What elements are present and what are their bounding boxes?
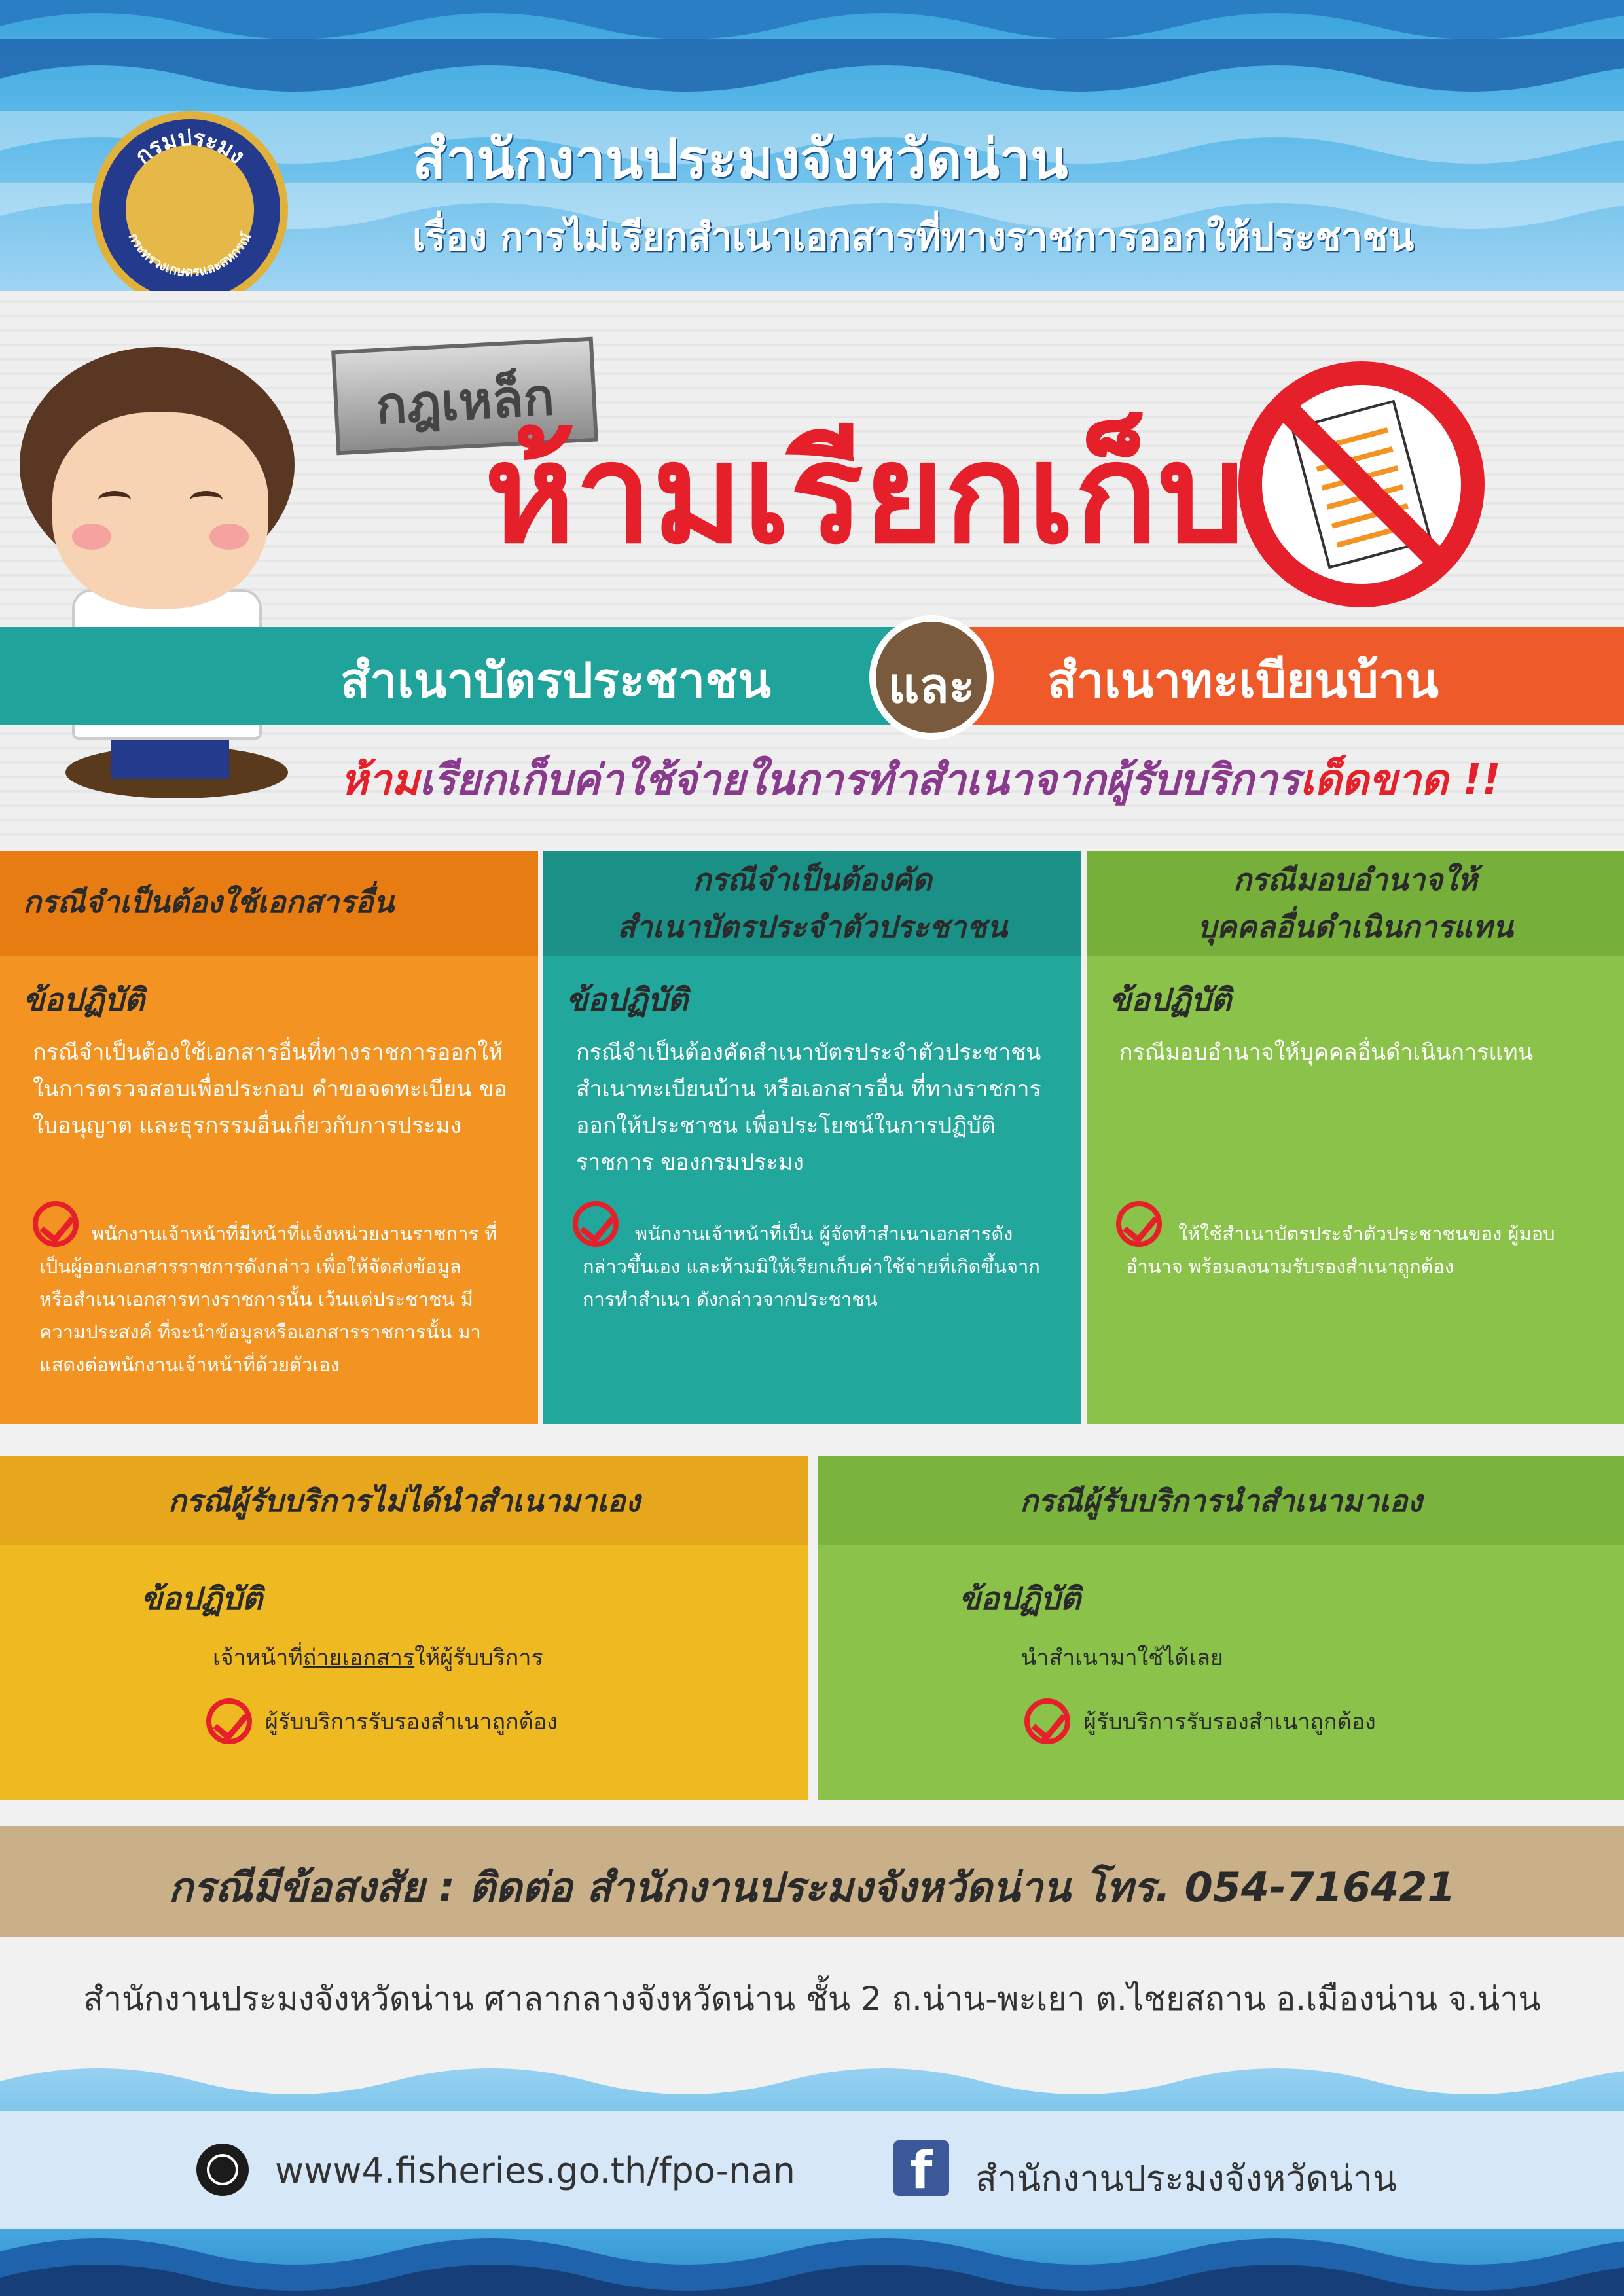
panel-text-prefix: เจ้าหน้าที่ [213,1645,303,1671]
panel-title-line1: กรณีมอบอำนาจให้ [1233,862,1477,897]
page-title: สำนักงานประมงจังหวัดน่าน [412,127,1068,191]
warning-prefix: ห้าม [340,756,420,804]
character-eye-left [98,491,131,509]
logo-ring-text [99,119,280,300]
contact-text: กรณีมีข้อสงสัย : ติดต่อ สำนักงานประมงจังหวัดน่าน โทร. 054-716421 [168,1863,1456,1911]
main-heading: ห้ามเรียกเก็บ [484,414,1245,574]
panel-text-underline: ถ่ายเอกสาร [302,1645,415,1671]
fee-warning [340,746,1501,813]
panel-power-of-attorney [1087,851,1624,1424]
page-subtitle: เรื่อง การไม่เรียกสำเนาเอกสารที่ทางราชการออกให้ประชาชน [412,215,1415,259]
panel-text: กรณีมอบอำนาจให้บุคคลอื่นดำเนินการแทน [1119,1039,1533,1066]
plate-label: กฎเหล็ก [374,367,556,437]
panel-title-line2: สำเนาบัตรประจำตัวประชาชน [617,909,1008,944]
panel-copy-brought [818,1456,1624,1800]
character-cheek-left [72,524,111,550]
panel-title-line2: บุคคลอื่นดำเนินการแทน [1197,909,1513,944]
office-address: สำนักงานประมงจังหวัดน่าน ศาลากลางจังหวัดน่าน ชั้น 2 ถ.น่าน-พะเยา ต.ไชยสถาน อ.เมืองน่าน จ.น่าน [83,1980,1541,2018]
panel-text: นำสำเนามาใช้ได้เลย [1021,1645,1223,1671]
character-eye-right [190,491,223,509]
panel-label: ข้อปฏิบัติ [141,1581,262,1617]
panel-note: ผู้รับบริการรับรองสำเนาถูกต้อง [265,1709,558,1735]
panel-label: ข้อปฏิบัติ [1110,982,1231,1018]
panel-label: ข้อปฏิบัติ [566,982,688,1018]
panel-title: กรณีผู้รับบริการนำสำเนามาเอง [1020,1483,1422,1518]
warning-suffix: เด็ดขาด !! [1299,756,1501,804]
panel-text [213,1640,543,1676]
panel-note: ผู้รับบริการรับรองสำเนาถูกต้อง [1083,1709,1376,1735]
logo-text-bottom: กระทรวงเกษตรและสหกรณ์ [125,230,255,280]
panel-note: ให้ใช้สำเนาบัตรประจำตัวประชาชนของ ผู้มอบอำนาจ พร้อมลงนามรับรองสำเนาถูกต้อง [1126,1223,1555,1278]
and-badge [869,615,994,740]
character-cheek-right [209,524,249,550]
panel-note: พนักงานเจ้าหน้าที่เป็น ผู้จัดทำสำเนาเอกสารดังกล่าวขึ้นเอง และห้ามมิให้เรียกเก็บค่าใช้จ่ายที่เกิดขึ้นจากการทำสำเนา ดังกล่าวจากประชาชน [583,1223,1040,1310]
panel-title-line1: กรณีจำเป็นต้องคัด [693,862,932,897]
contact-bar [0,1826,1624,1937]
panel-text: กรณีจำเป็นต้องใช้เอกสารอื่นที่ทางราชการออกให้ ในการตรวจสอบเพื่อประกอบ คำขอจดทะเบียน ขอใบอนุญาต และธุรกรรมอื่นเกี่ยวกับการประมง [33,1039,507,1139]
check-icon [1024,1698,1070,1744]
panel-text-suffix: ให้ผู้รับบริการ [414,1645,543,1671]
panel-label: ข้อปฏิบัติ [23,982,145,1018]
warning-middle: เรียกเก็บค่าใช้จ่ายในการทำสำเนาจากผู้รับบริการ [419,756,1300,804]
panel-other-documents [0,851,538,1424]
check-icon [206,1698,252,1744]
panel-id-copy [543,851,1081,1424]
website-link[interactable]: www4.fisheries.go.th/fpo-nan [275,2150,795,2191]
panel-title: กรณีจำเป็นต้องใช้เอกสารอื่น [23,884,394,920]
no-document-icon [1231,353,1492,615]
panel-title: กรณีผู้รับบริการไม่ได้นำสำเนามาเอง [168,1483,640,1518]
panel-text: กรณีจำเป็นต้องคัดสำเนาบัตรประจำตัวประชาชน สำเนาทะเบียนบ้าน หรือเอกสารอื่น ที่ทางราชการ ออกให้ประชาชน เพื่อประโยชน์ในการปฏิบัติราชการ ของกรมประมง [576,1039,1041,1175]
facebook-icon: f [893,2140,949,2196]
svg-text:กรมประมง [130,125,250,170]
panel-note: พนักงานเจ้าหน้าที่มีหน้าที่แจ้งหน่วยงานราชการ ที่เป็นผู้ออกเอกสารราชการดังกล่าว เพื่อให้จัดส่งข้อมูล หรือสำเนาเอกสารทางราชการนั้น เว้นแต่ประชาชน มีความประสงค์ ที่จะนำข้อมูลหรือเอกสารราชการนั้น มาแสดงต่อพนักงานเจ้าหน้าที่ด้วยตัวเอง [39,1223,497,1376]
panel-label: ข้อปฏิบัติ [959,1581,1081,1617]
band-right-label: สำเนาทะเบียนบ้าน [1047,653,1439,709]
logo-text-top: กรมประมง [130,124,250,170]
globe-icon [196,2144,249,2196]
and-label: และ [888,658,975,714]
facebook-page-link[interactable]: สำนักงานประมงจังหวัดน่าน [975,2158,1397,2199]
svg-text:กระทรวงเกษตรและสหกรณ์ [126,230,255,279]
panel-no-copy-brought [0,1456,808,1800]
band-left-label: สำเนาบัตรประชาชน [340,653,771,709]
fisheries-logo [92,111,288,308]
character-face [52,412,268,609]
